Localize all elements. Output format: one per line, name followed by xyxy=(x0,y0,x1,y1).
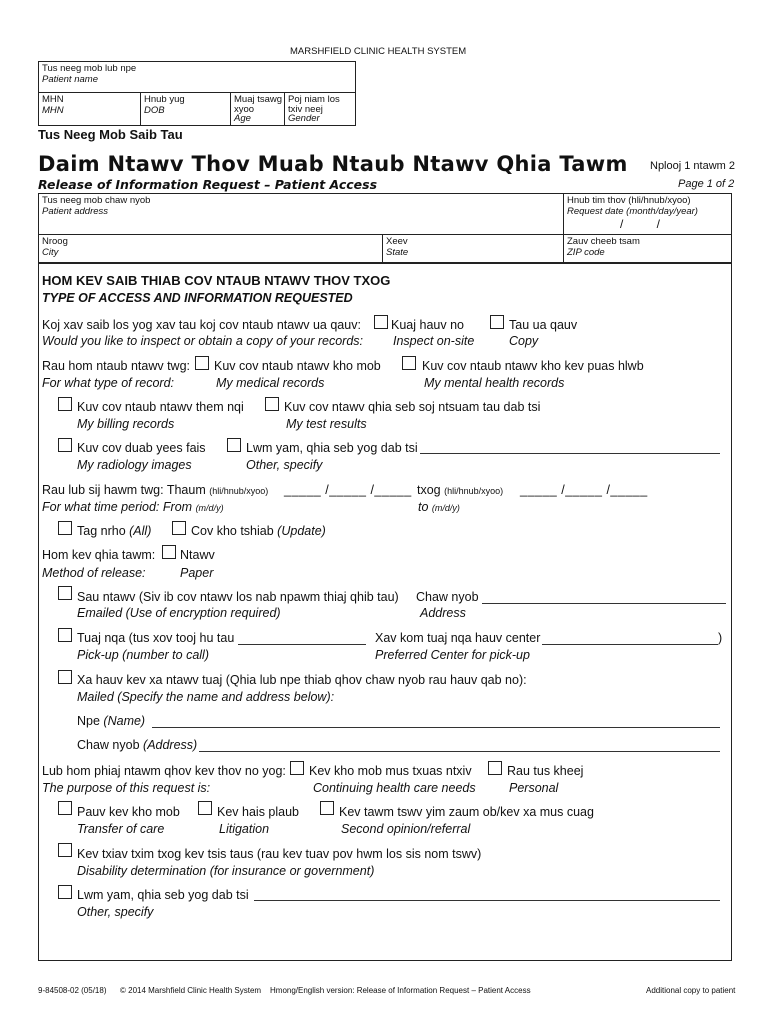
copyright: © 2014 Marshfield Clinic Health System xyxy=(120,986,262,995)
transfer-label: Pauv kev kho mob xyxy=(77,805,180,819)
dob-label: Hnub yug xyxy=(144,94,185,105)
billing-records-checkbox[interactable] xyxy=(58,397,72,411)
patient-name-label: Tus neeg mob lub npe xyxy=(42,63,137,74)
dob-label-en: DOB xyxy=(144,105,165,116)
divider xyxy=(230,92,231,126)
update-period-text: Cov kho tshiab xyxy=(191,524,274,538)
state-label-en: State xyxy=(386,247,409,258)
patient-label-section: Tus Neeg Mob Saib Tau xyxy=(38,127,183,142)
method-question: Hom kev qhia tawm: xyxy=(42,548,156,562)
all-period-checkbox[interactable] xyxy=(58,521,72,535)
radiology-checkbox[interactable] xyxy=(58,438,72,452)
mail-address-field[interactable] xyxy=(199,751,720,752)
update-period-label xyxy=(191,524,326,538)
personal-checkbox[interactable] xyxy=(488,761,502,775)
test-results-label-en: My test results xyxy=(286,417,367,431)
update-period-en: (Update) xyxy=(277,524,326,538)
mhn-label-en: MHN xyxy=(42,105,64,116)
billing-records-label: Kuv cov ntaub ntawv them nqi xyxy=(77,400,244,414)
other-record-label-en: Other, specify xyxy=(246,458,323,472)
email-address-field[interactable] xyxy=(482,603,726,604)
pickup-checkbox[interactable] xyxy=(58,628,72,642)
second-opinion-label: Kev tawm tswv yim zaum ob/kev xa mus cuag xyxy=(339,805,594,819)
period-format-2: (hli/hnub/xyoo) xyxy=(444,486,504,496)
pickup-phone-field[interactable] xyxy=(238,644,366,645)
divider xyxy=(563,193,564,263)
form-title: Daim Ntawv Thov Muab Ntaub Ntawv Qhia Tawm xyxy=(38,152,628,176)
mental-records-label-en: My mental health records xyxy=(424,376,565,390)
inspect-checkbox[interactable] xyxy=(374,315,388,329)
other-purpose-checkbox[interactable] xyxy=(58,885,72,899)
continuing-care-label-en: Continuing health care needs xyxy=(313,781,476,795)
copy-note: Additional copy to patient xyxy=(646,986,736,995)
pickup-center-label: Xav kom tuaj nqa hauv center xyxy=(375,631,541,645)
period-question-en-text: For what time period: xyxy=(42,500,160,514)
pickup-center-label-en: Preferred Center for pick-up xyxy=(375,648,530,662)
transfer-checkbox[interactable] xyxy=(58,801,72,815)
email-address-label-en: Address xyxy=(420,606,466,620)
medical-records-checkbox[interactable] xyxy=(195,356,209,370)
test-results-label: Kuv cov ntawv qhia seb soj ntsuam tau dab tsi xyxy=(284,400,541,414)
second-opinion-label-en: Second opinion/referral xyxy=(341,822,471,836)
city-label: Nroog xyxy=(42,236,68,247)
copy-label-en: Copy xyxy=(509,334,539,348)
period-from-field[interactable]: _____ /_____ /_____ xyxy=(284,483,412,497)
period-format: (hli/hnub/xyoo) xyxy=(209,486,269,496)
age-label-en: Age xyxy=(234,113,251,124)
other-purpose-label: Lwm yam, qhia seb yog dab tsi xyxy=(77,888,249,902)
form-number: 9-84508-02 (05/18) xyxy=(38,986,107,995)
city-label-en: City xyxy=(42,247,59,258)
email-label: Sau ntawv (Siv ib cov ntawv los nab npawm thiaj qhib tau) xyxy=(77,590,399,604)
form-title-en: Release of Information Request – Patient Access xyxy=(38,177,378,192)
age-label: Muaj tsawg xyxy=(234,94,283,105)
gender-label: Poj niam los xyxy=(288,94,340,105)
mental-records-checkbox[interactable] xyxy=(402,356,416,370)
continuing-care-label: Kev kho mob mus txuas ntxiv xyxy=(309,764,472,778)
divider xyxy=(284,92,285,126)
zip-label: Zauv cheeb tsam xyxy=(567,236,640,247)
all-period-en: (All) xyxy=(129,524,152,538)
paper-checkbox[interactable] xyxy=(162,545,176,559)
zip-label-en: ZIP code xyxy=(567,247,605,258)
divider xyxy=(140,92,141,126)
mental-records-label: Kuv cov ntaub ntawv kho kev puas hlwb xyxy=(422,359,644,373)
period-to-en-text: to xyxy=(418,500,429,514)
state-label: Xeev xyxy=(386,236,408,247)
period-format-en-2: (m/d/y) xyxy=(431,503,460,513)
mail-label: Xa hauv kev xa ntawv tuaj (Qhia lub npe thiab qhov chaw nyob rau hauv qab no): xyxy=(77,673,527,687)
mail-checkbox[interactable] xyxy=(58,670,72,684)
update-period-checkbox[interactable] xyxy=(172,521,186,535)
page-number: Nplooj 1 ntawm 2 xyxy=(650,160,735,172)
second-opinion-checkbox[interactable] xyxy=(320,801,334,815)
medical-records-label: Kuv cov ntaub ntawv kho mob xyxy=(214,359,381,373)
page-number-en: Page 1 of 2 xyxy=(678,178,735,190)
mail-name-field[interactable] xyxy=(152,727,720,728)
mhn-label: MHN xyxy=(42,94,64,105)
other-record-label: Lwm yam, qhia seb yog dab tsi xyxy=(246,441,418,455)
period-to-text: txog xyxy=(417,483,441,497)
mail-name-text: Npe xyxy=(77,714,100,728)
mail-address-en: (Address) xyxy=(143,738,198,752)
pickup-label: Tuaj nqa (tus xov tooj hu tau xyxy=(77,631,235,645)
period-question xyxy=(42,483,268,498)
access-question: Koj xav saib los yog xav tau koj cov ntaub ntawv ua qauv: xyxy=(42,318,361,332)
address-label-en: Patient address xyxy=(42,206,109,217)
gender-label-2: txiv neej xyxy=(288,104,323,115)
closing-paren: ) xyxy=(718,631,723,645)
other-purpose-field[interactable] xyxy=(254,900,720,901)
radiology-label-en: My radiology images xyxy=(77,458,192,472)
inspect-label-en: Inspect on-site xyxy=(393,334,475,348)
personal-label-en: Personal xyxy=(509,781,559,795)
mail-name-label xyxy=(77,714,145,728)
other-record-checkbox[interactable] xyxy=(227,438,241,452)
period-to-label xyxy=(417,483,503,498)
access-question-en: Would you like to inspect or obtain a copy of your records: xyxy=(42,334,363,348)
request-date-field[interactable]: / / xyxy=(620,217,661,231)
mail-address-label xyxy=(77,738,197,752)
mail-label-en: Mailed (Specify the name and address below): xyxy=(77,690,335,704)
divider xyxy=(382,234,383,263)
gender-label-en: Gender xyxy=(288,113,320,124)
address-label: Tus neeg mob chaw nyob xyxy=(42,195,151,206)
mail-name-en: (Name) xyxy=(103,714,146,728)
record-type-question-en: For what type of record: xyxy=(42,376,175,390)
purpose-question: Lub hom phiaj ntawm qhov kev thov no yog: xyxy=(42,764,286,778)
copy-checkbox[interactable] xyxy=(490,315,504,329)
litigation-label-en: Litigation xyxy=(219,822,270,836)
period-format-en: (m/d/y) xyxy=(195,503,224,513)
org-name: MARSHFIELD CLINIC HEALTH SYSTEM xyxy=(290,46,467,57)
email-checkbox[interactable] xyxy=(58,586,72,600)
section-heading-en: TYPE OF ACCESS AND INFORMATION REQUESTED xyxy=(42,291,353,305)
divider xyxy=(38,92,356,93)
method-question-en: Method of release: xyxy=(42,566,146,580)
request-date-label-en: Request date (month/day/year) xyxy=(567,206,698,217)
age-label-2: xyoo xyxy=(234,104,255,115)
test-results-checkbox[interactable] xyxy=(265,397,279,411)
personal-label: Rau tus kheej xyxy=(507,764,584,778)
paper-label: Ntawv xyxy=(180,548,215,562)
patient-name-label-en: Patient name xyxy=(42,74,98,85)
period-question-text: Rau lub sij hawm twg: Thaum xyxy=(42,483,206,497)
disability-label-en: Disability determination (for insurance or government) xyxy=(77,864,375,878)
other-purpose-label-en: Other, specify xyxy=(77,905,154,919)
transfer-label-en: Transfer of care xyxy=(77,822,165,836)
litigation-label: Kev hais plaub xyxy=(217,805,300,819)
section-heading: HOM KEV SAIB THIAB COV NTAUB NTAWV THOV TXOG xyxy=(42,273,391,288)
all-period-label xyxy=(77,524,151,538)
request-date-label: Hnub tim thov (hli/hnub/xyoo) xyxy=(567,195,691,206)
inspect-label: Kuaj hauv no xyxy=(391,318,464,332)
pickup-label-en: Pick-up (number to call) xyxy=(77,648,209,662)
record-type-question: Rau hom ntaub ntawv twg: xyxy=(42,359,190,373)
billing-records-label-en: My billing records xyxy=(77,417,175,431)
purpose-question-en: The purpose of this request is: xyxy=(42,781,211,795)
medical-records-label-en: My medical records xyxy=(216,376,325,390)
continuing-care-checkbox[interactable] xyxy=(290,761,304,775)
email-address-label: Chaw nyob xyxy=(416,590,479,604)
version-note: Hmong/English version: Release of Information Request – Patient Access xyxy=(270,986,531,995)
disability-checkbox[interactable] xyxy=(58,843,72,857)
mail-address-text: Chaw nyob xyxy=(77,738,140,752)
period-question-en xyxy=(42,500,224,515)
copy-label: Tau ua qauv xyxy=(509,318,578,332)
litigation-checkbox[interactable] xyxy=(198,801,212,815)
period-to-field[interactable]: _____ /_____ /_____ xyxy=(520,483,648,497)
other-record-field[interactable] xyxy=(420,453,720,454)
period-to-en xyxy=(418,500,460,515)
period-from-en: From xyxy=(162,500,193,514)
all-period-text: Tag nrho xyxy=(77,524,126,538)
paper-label-en: Paper xyxy=(180,566,214,580)
disability-label: Kev txiav txim txog kev tsis taus (rau kev tuav pov hwm los sis nom tswv) xyxy=(77,847,482,861)
email-label-en: Emailed (Use of encryption required) xyxy=(77,606,281,620)
radiology-label: Kuv cov duab yees fais xyxy=(77,441,206,455)
divider xyxy=(38,234,732,235)
pickup-center-field[interactable] xyxy=(542,644,718,645)
